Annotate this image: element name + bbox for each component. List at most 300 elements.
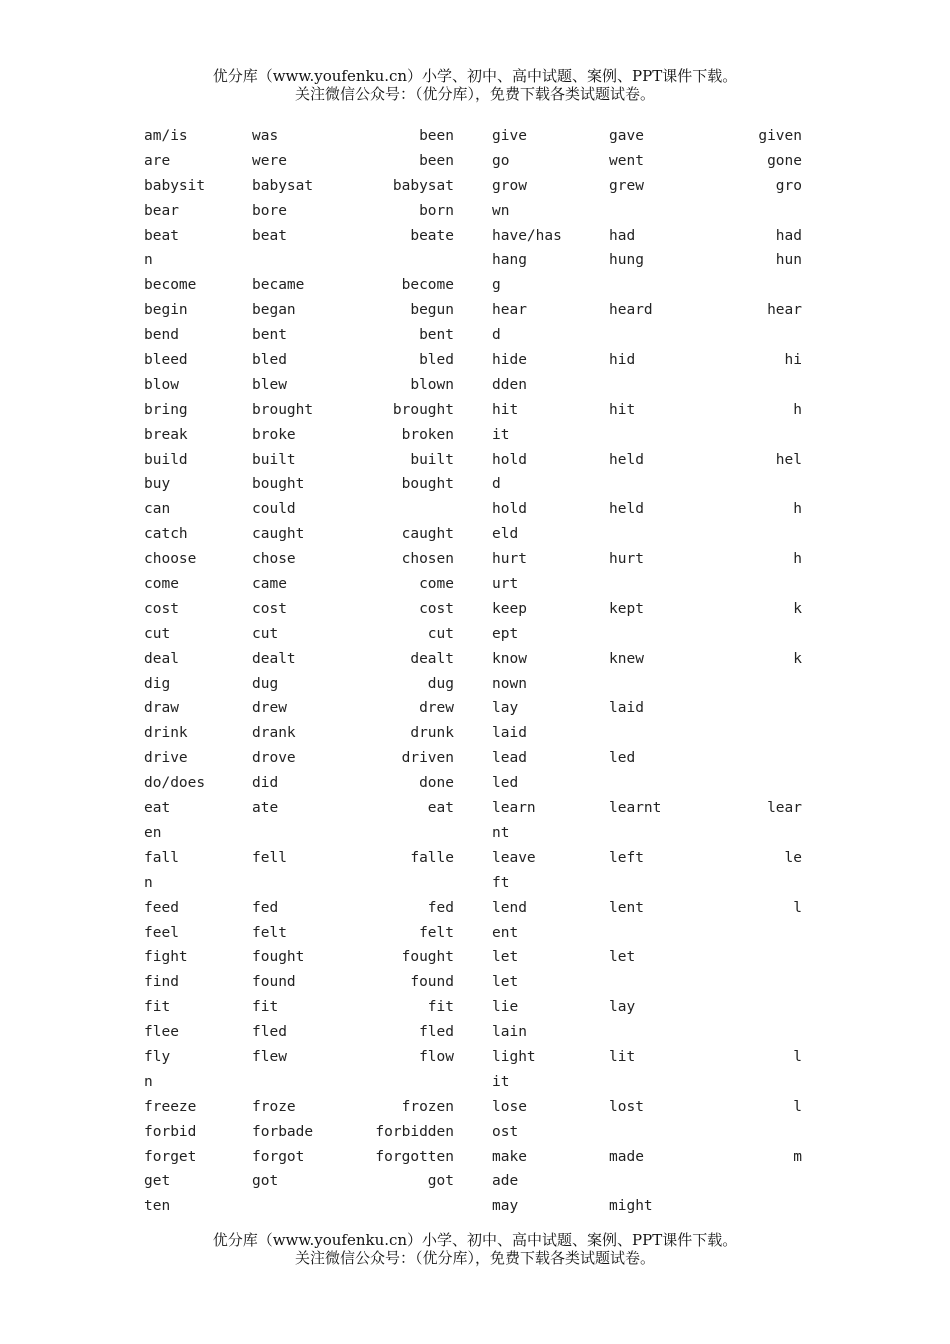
footer-line-2: 关注微信公众号：（优分库），免费下载各类试题试卷。: [294, 1249, 655, 1267]
base-form: may: [492, 1198, 519, 1215]
past-tense: lit: [609, 1048, 636, 1065]
past-participle: fled: [419, 1024, 454, 1041]
base-form: n: [144, 1073, 153, 1090]
past-participle: been: [419, 152, 454, 169]
past-tense: caught: [252, 526, 305, 543]
base-form: learn: [492, 800, 536, 817]
past-participle: born: [419, 202, 454, 219]
past-tense: fed: [252, 899, 279, 916]
past-tense: beat: [252, 227, 287, 244]
base-form: can: [144, 501, 171, 518]
base-form: ost: [492, 1123, 519, 1140]
base-form: am/is: [144, 128, 188, 144]
past-tense: bent: [252, 327, 287, 344]
past-tense: was: [252, 128, 279, 144]
past-participle: l: [793, 1098, 802, 1115]
base-form: buy: [144, 476, 171, 493]
base-form: d: [492, 327, 501, 344]
base-form: fall: [144, 849, 179, 866]
verb-row: [144, 1022, 464, 1047]
verb-row: [492, 350, 812, 375]
verb-row: [144, 151, 464, 176]
base-form: lay: [492, 700, 519, 717]
base-form: light: [492, 1048, 536, 1065]
past-tense: dealt: [252, 650, 296, 667]
past-tense: became: [252, 277, 305, 294]
past-participle: dealt: [410, 650, 454, 667]
past-participle: k: [793, 600, 802, 617]
verb-row: [144, 1196, 464, 1221]
base-form: d: [492, 476, 501, 493]
past-tense: held: [609, 451, 644, 468]
past-tense: cut: [252, 625, 279, 642]
verb-row: [144, 599, 464, 624]
verb-row: [492, 898, 812, 923]
past-participle: come: [419, 576, 454, 593]
base-form: g: [492, 277, 501, 294]
past-participle: begun: [410, 302, 454, 319]
verb-row: [144, 400, 464, 425]
verb-row: [144, 474, 464, 499]
verb-row: [492, 524, 812, 549]
past-tense: held: [609, 501, 644, 518]
base-form: n: [144, 252, 153, 269]
verb-row: [144, 574, 464, 599]
past-tense: drove: [252, 750, 296, 767]
verb-row: [144, 873, 464, 898]
base-form: ent: [492, 924, 519, 941]
verb-row: [144, 499, 464, 524]
verb-row: [492, 599, 812, 624]
verb-row: [492, 997, 812, 1022]
past-participle: lear: [767, 800, 802, 817]
base-form: hide: [492, 352, 527, 369]
base-form: deal: [144, 650, 179, 667]
past-participle: frozen: [401, 1098, 454, 1115]
past-tense: forgot: [252, 1148, 305, 1165]
base-form: ept: [492, 625, 519, 642]
verb-row: [492, 375, 812, 400]
past-tense: fit: [252, 999, 279, 1016]
past-participle: le: [784, 849, 802, 866]
verb-row: [492, 325, 812, 350]
past-participle: bled: [419, 352, 454, 369]
base-form: make: [492, 1148, 527, 1165]
verb-row: [492, 1171, 812, 1196]
base-form: do/does: [144, 775, 206, 792]
verb-row: [144, 126, 464, 151]
past-participle: cost: [419, 600, 454, 617]
verb-row: [492, 1196, 812, 1221]
verb-row: [144, 176, 464, 201]
base-form: ade: [492, 1173, 519, 1190]
base-form: nown: [492, 675, 527, 692]
past-participle: babysat: [392, 177, 454, 194]
verb-row: [144, 997, 464, 1022]
base-form: leave: [492, 849, 536, 866]
verb-row: [144, 947, 464, 972]
base-form: lead: [492, 750, 527, 767]
verb-row: [492, 624, 812, 649]
header-line-1: 优分库（www.youfenku.cn）小学、初中、高中试题、案例、PPT课件下载。: [212, 67, 738, 85]
past-participle: been: [419, 128, 454, 144]
verb-row: [492, 425, 812, 450]
verb-row: [492, 823, 812, 848]
base-form: break: [144, 426, 188, 443]
base-form: cost: [144, 600, 179, 617]
past-participle: built: [410, 451, 454, 468]
base-form: fight: [144, 949, 188, 966]
verb-row: [492, 549, 812, 574]
verb-row: [144, 972, 464, 997]
base-form: hear: [492, 302, 527, 319]
past-participle: fit: [427, 999, 454, 1016]
verb-row: [144, 549, 464, 574]
past-participle: fed: [427, 899, 454, 916]
base-form: babysit: [144, 177, 206, 194]
base-form: eat: [144, 800, 171, 817]
past-participle: got: [427, 1173, 454, 1190]
verb-row: [492, 1147, 812, 1172]
past-participle: forbidden: [375, 1123, 454, 1140]
past-tense: brought: [252, 401, 314, 418]
verb-row: [144, 674, 464, 699]
verb-row: [144, 723, 464, 748]
past-participle: drew: [419, 700, 454, 717]
verb-row: [144, 773, 464, 798]
left-verb-column: [144, 126, 464, 1221]
page-footer: [0, 1231, 950, 1267]
past-tense: lent: [609, 899, 644, 916]
base-form: are: [144, 152, 171, 169]
verb-row: [492, 250, 812, 275]
past-tense: began: [252, 302, 296, 319]
base-form: come: [144, 576, 179, 593]
base-form: keep: [492, 600, 527, 617]
past-participle: forgotten: [375, 1148, 454, 1165]
past-tense: built: [252, 451, 296, 468]
base-form: begin: [144, 302, 188, 319]
base-form: get: [144, 1173, 171, 1190]
past-participle: k: [793, 650, 802, 667]
verb-row: [492, 499, 812, 524]
past-tense: knew: [609, 650, 644, 667]
verb-row: [492, 1022, 812, 1047]
base-form: grow: [492, 177, 527, 194]
past-tense: fell: [252, 849, 287, 866]
verb-row: [144, 1072, 464, 1097]
past-participle: dug: [427, 675, 454, 692]
base-form: n: [144, 874, 153, 891]
past-tense: bore: [252, 202, 287, 219]
verb-row: [144, 350, 464, 375]
past-participle: h: [793, 401, 802, 418]
past-tense: dug: [252, 675, 279, 692]
base-form: it: [492, 426, 510, 443]
past-participle: found: [410, 974, 454, 991]
past-tense: went: [609, 152, 644, 169]
base-form: lain: [492, 1024, 527, 1041]
base-form: hit: [492, 401, 519, 418]
verb-row: [492, 923, 812, 948]
past-participle: blown: [410, 376, 454, 393]
past-tense: drew: [252, 700, 287, 717]
past-participle: done: [419, 775, 454, 792]
verb-row: [492, 275, 812, 300]
past-tense: led: [609, 750, 636, 767]
base-form: forbid: [144, 1123, 197, 1140]
past-participle: eat: [427, 800, 454, 817]
past-tense: were: [252, 152, 287, 169]
base-form: bring: [144, 401, 188, 418]
past-participle: had: [775, 227, 802, 244]
verb-row: [492, 474, 812, 499]
past-participle: m: [793, 1148, 802, 1165]
right-verb-column: [492, 126, 812, 1221]
past-tense: grew: [609, 177, 644, 194]
past-tense: let: [609, 949, 636, 966]
past-tense: did: [252, 775, 279, 792]
base-form: hold: [492, 501, 527, 518]
past-tense: hung: [609, 252, 644, 269]
verb-row: [144, 1122, 464, 1147]
verb-row: [492, 649, 812, 674]
base-form: fit: [144, 999, 171, 1016]
base-form: give: [492, 128, 527, 144]
verb-row: [492, 848, 812, 873]
verb-row: [144, 226, 464, 251]
verb-row: [492, 126, 812, 151]
past-participle: hear: [767, 302, 802, 319]
base-form: find: [144, 974, 179, 991]
verb-row: [492, 1122, 812, 1147]
verb-row: [144, 1097, 464, 1122]
base-form: cut: [144, 625, 171, 642]
past-participle: hi: [784, 352, 802, 369]
base-form: nt: [492, 824, 510, 841]
verb-row: [492, 574, 812, 599]
past-participle: l: [793, 1048, 802, 1065]
verb-row: [144, 698, 464, 723]
base-form: flee: [144, 1024, 179, 1041]
verb-row: [144, 823, 464, 848]
base-form: forget: [144, 1148, 197, 1165]
past-participle: given: [758, 128, 802, 144]
past-tense: left: [609, 849, 644, 866]
base-form: fly: [144, 1048, 171, 1065]
past-tense: found: [252, 974, 296, 991]
past-tense: cost: [252, 600, 287, 617]
base-form: lie: [492, 999, 519, 1016]
past-participle: become: [401, 277, 454, 294]
past-participle: drunk: [410, 725, 454, 742]
base-form: drive: [144, 750, 188, 767]
verb-row: [144, 300, 464, 325]
header-line-2: 关注微信公众号：（优分库），免费下载各类试题试卷。: [294, 85, 655, 103]
past-tense: heard: [609, 302, 653, 319]
past-tense: came: [252, 576, 287, 593]
past-participle: driven: [401, 750, 454, 767]
verb-row: [492, 1047, 812, 1072]
base-form: catch: [144, 526, 188, 543]
past-participle: cut: [427, 625, 454, 642]
past-tense: froze: [252, 1098, 296, 1115]
past-tense: babysat: [252, 177, 314, 194]
past-participle: hun: [775, 252, 802, 269]
verb-row: [492, 151, 812, 176]
verb-row: [492, 748, 812, 773]
past-tense: blew: [252, 376, 287, 393]
base-form: know: [492, 650, 527, 667]
past-tense: lost: [609, 1098, 644, 1115]
past-tense: ate: [252, 800, 279, 817]
base-form: blow: [144, 376, 179, 393]
base-form: ten: [144, 1198, 171, 1215]
past-participle: brought: [392, 401, 454, 418]
verb-row: [492, 773, 812, 798]
base-form: become: [144, 277, 197, 294]
past-participle: felt: [419, 924, 454, 941]
base-form: feel: [144, 924, 179, 941]
base-form: let: [492, 949, 519, 966]
past-participle: hel: [775, 451, 802, 468]
base-form: drink: [144, 725, 188, 742]
base-form: go: [492, 152, 510, 169]
base-form: wn: [492, 202, 510, 219]
base-form: draw: [144, 700, 179, 717]
verb-row: [492, 176, 812, 201]
verb-row: [492, 400, 812, 425]
base-form: led: [492, 775, 519, 792]
verb-row: [144, 250, 464, 275]
base-form: bleed: [144, 352, 188, 369]
past-tense: bought: [252, 476, 305, 493]
verb-row: [492, 450, 812, 475]
base-form: laid: [492, 725, 527, 742]
verb-row: [144, 375, 464, 400]
past-participle: h: [793, 551, 802, 568]
base-form: beat: [144, 227, 179, 244]
base-form: bear: [144, 202, 179, 219]
verb-row: [492, 798, 812, 823]
past-participle: caught: [401, 526, 454, 543]
verb-row: [144, 524, 464, 549]
base-form: eld: [492, 526, 519, 543]
verb-row: [144, 1171, 464, 1196]
past-tense: gave: [609, 128, 644, 144]
verb-row: [144, 325, 464, 350]
past-participle: h: [793, 501, 802, 518]
base-form: choose: [144, 551, 197, 568]
past-tense: hid: [609, 352, 636, 369]
base-form: dden: [492, 376, 527, 393]
past-participle: l: [793, 899, 802, 916]
verb-row: [492, 300, 812, 325]
verb-row: [144, 275, 464, 300]
past-tense: drank: [252, 725, 296, 742]
footer-line-1: 优分库（www.youfenku.cn）小学、初中、高中试题、案例、PPT课件下载。: [212, 1231, 738, 1249]
base-form: hang: [492, 252, 527, 269]
past-tense: learnt: [609, 800, 662, 817]
past-tense: hurt: [609, 551, 644, 568]
past-participle: beate: [410, 227, 454, 244]
verb-row: [144, 848, 464, 873]
past-tense: fought: [252, 949, 305, 966]
verb-row: [144, 425, 464, 450]
page-header: [0, 67, 950, 103]
verb-row: [144, 649, 464, 674]
past-participle: gro: [775, 177, 802, 194]
base-form: it: [492, 1073, 510, 1090]
base-form: let: [492, 974, 519, 991]
past-tense: got: [252, 1173, 279, 1190]
past-tense: bled: [252, 352, 287, 369]
past-participle: fought: [401, 949, 454, 966]
past-tense: broke: [252, 426, 296, 443]
base-form: urt: [492, 576, 519, 593]
past-tense: flew: [252, 1048, 287, 1065]
verb-row: [492, 1072, 812, 1097]
past-participle: gone: [767, 152, 802, 169]
verb-row: [492, 947, 812, 972]
past-participle: chosen: [401, 551, 454, 568]
verb-row: [492, 674, 812, 699]
past-tense: forbade: [252, 1123, 314, 1140]
past-participle: flow: [419, 1048, 454, 1065]
verb-row: [144, 923, 464, 948]
past-participle: falle: [410, 849, 454, 866]
base-form: feed: [144, 899, 179, 916]
past-participle: bent: [419, 327, 454, 344]
base-form: freeze: [144, 1098, 197, 1115]
past-tense: fled: [252, 1024, 287, 1041]
verb-row: [144, 201, 464, 226]
past-participle: broken: [401, 426, 454, 443]
past-tense: hit: [609, 401, 636, 418]
past-tense: made: [609, 1148, 644, 1165]
past-tense: felt: [252, 924, 287, 941]
verb-row: [492, 201, 812, 226]
verb-row: [492, 723, 812, 748]
verb-row: [144, 748, 464, 773]
verb-row: [492, 1097, 812, 1122]
verb-row: [492, 873, 812, 898]
past-participle: bought: [401, 476, 454, 493]
past-tense: might: [609, 1198, 653, 1215]
verb-row: [144, 624, 464, 649]
verb-row: [492, 226, 812, 251]
base-form: hurt: [492, 551, 527, 568]
past-tense: chose: [252, 551, 296, 568]
past-tense: kept: [609, 600, 644, 617]
base-form: dig: [144, 675, 171, 692]
past-tense: laid: [609, 700, 644, 717]
past-tense: had: [609, 227, 636, 244]
base-form: bend: [144, 327, 179, 344]
verb-row: [492, 698, 812, 723]
verb-row: [144, 1147, 464, 1172]
base-form: ft: [492, 874, 510, 891]
verb-row: [144, 798, 464, 823]
base-form: en: [144, 824, 162, 841]
past-tense: lay: [609, 999, 636, 1016]
past-tense: could: [252, 501, 296, 518]
base-form: hold: [492, 451, 527, 468]
base-form: lend: [492, 899, 527, 916]
verb-row: [144, 450, 464, 475]
verb-row: [492, 972, 812, 997]
verb-row: [144, 1047, 464, 1072]
